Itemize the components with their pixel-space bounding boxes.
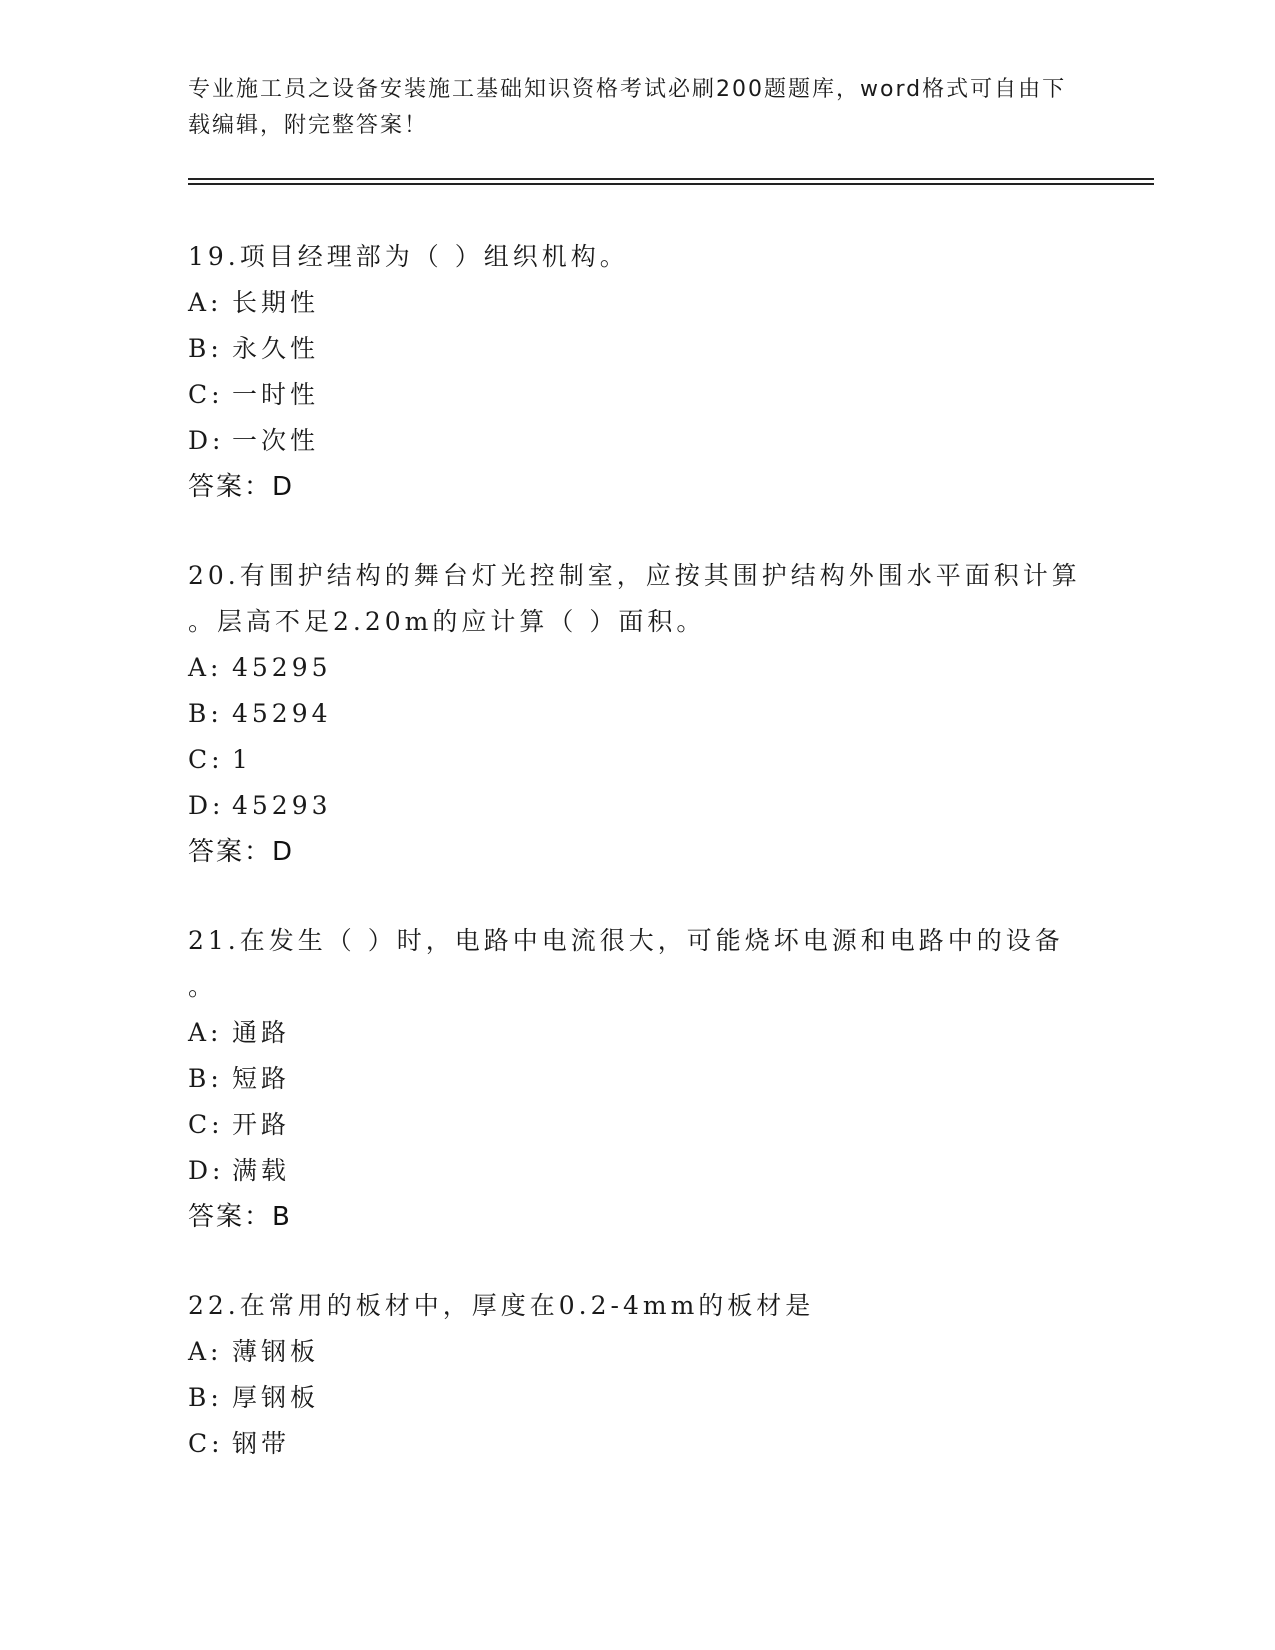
question-stem (188, 553, 1088, 645)
option-d (188, 1148, 1088, 1194)
question-stem-line: 21.在发生（ ）时，电路中电流很大，可能烧坏电源和电路中的设备 (188, 926, 1064, 955)
document-header: 专业施工员之设备安装施工基础知识资格考试必刷200题题库，word格式可自由下载编辑，附完整答案！ (188, 77, 1067, 138)
option-letter: A: (188, 1018, 223, 1047)
option-d (188, 783, 1088, 829)
option-text: 长期性 (232, 288, 320, 317)
option-b (188, 326, 1088, 372)
option-c (188, 372, 1088, 418)
question-stem (188, 918, 1088, 1010)
option-letter: A: (188, 653, 223, 682)
option-text: 一时性 (232, 380, 320, 409)
option-a (188, 645, 1088, 691)
question-21 (188, 918, 1088, 1240)
question-20 (188, 553, 1088, 875)
option-text: 开路 (232, 1110, 291, 1139)
option-d (188, 418, 1088, 464)
option-letter: B: (188, 699, 223, 728)
option-letter: B: (188, 1383, 223, 1412)
question-stem-line: 20.有围护结构的舞台灯光控制室，应按其围护结构外围水平面积计算 (188, 561, 1081, 590)
option-letter: C: (188, 1110, 224, 1139)
option-c (188, 737, 1088, 783)
option-text: 一次性 (232, 426, 320, 455)
option-text: 45294 (232, 699, 332, 728)
header-rule-bottom (188, 183, 1154, 185)
option-text: 短路 (232, 1064, 291, 1093)
option-letter: B: (188, 1064, 223, 1093)
question-22 (188, 1283, 1088, 1467)
option-a (188, 280, 1088, 326)
answer-label: 答案：B (188, 1202, 292, 1232)
question-stem (188, 234, 1088, 280)
option-letter: C: (188, 380, 224, 409)
option-a (188, 1329, 1088, 1375)
question-stem-line: 22.在常用的板材中，厚度在0.2-4mm的板材是 (188, 1291, 815, 1320)
question-list (188, 234, 1088, 1510)
question-19 (188, 234, 1088, 510)
question-stem-line: 19.项目经理部为（ ）组织机构。 (188, 242, 629, 271)
option-text: 薄钢板 (232, 1337, 320, 1366)
option-text: 通路 (232, 1018, 291, 1047)
option-a (188, 1010, 1088, 1056)
option-letter: C: (188, 1429, 224, 1458)
option-letter: A: (188, 1337, 223, 1366)
option-text: 厚钢板 (232, 1383, 320, 1412)
header-rule-top (188, 178, 1154, 180)
option-letter: C: (188, 745, 224, 774)
option-text: 1 (232, 745, 252, 774)
question-stem-line: 。层高不足2.20m的应计算（ ）面积。 (188, 607, 706, 636)
option-c (188, 1421, 1088, 1467)
question-stem (188, 1283, 1088, 1329)
option-b (188, 1056, 1088, 1102)
answer-label: 答案：D (188, 837, 295, 867)
answer-label: 答案：D (188, 472, 295, 502)
option-letter: D: (188, 1156, 225, 1185)
option-text: 45295 (232, 653, 332, 682)
option-text: 45293 (232, 791, 332, 820)
option-b (188, 691, 1088, 737)
option-b (188, 1375, 1088, 1421)
option-text: 永久性 (232, 334, 320, 363)
option-letter: A: (188, 288, 223, 317)
option-text: 满载 (232, 1156, 291, 1185)
option-c (188, 1102, 1088, 1148)
option-letter: D: (188, 426, 225, 455)
question-stem-line: 。 (188, 972, 218, 1001)
option-text: 钢带 (232, 1429, 291, 1458)
option-letter: B: (188, 334, 223, 363)
option-letter: D: (188, 791, 225, 820)
